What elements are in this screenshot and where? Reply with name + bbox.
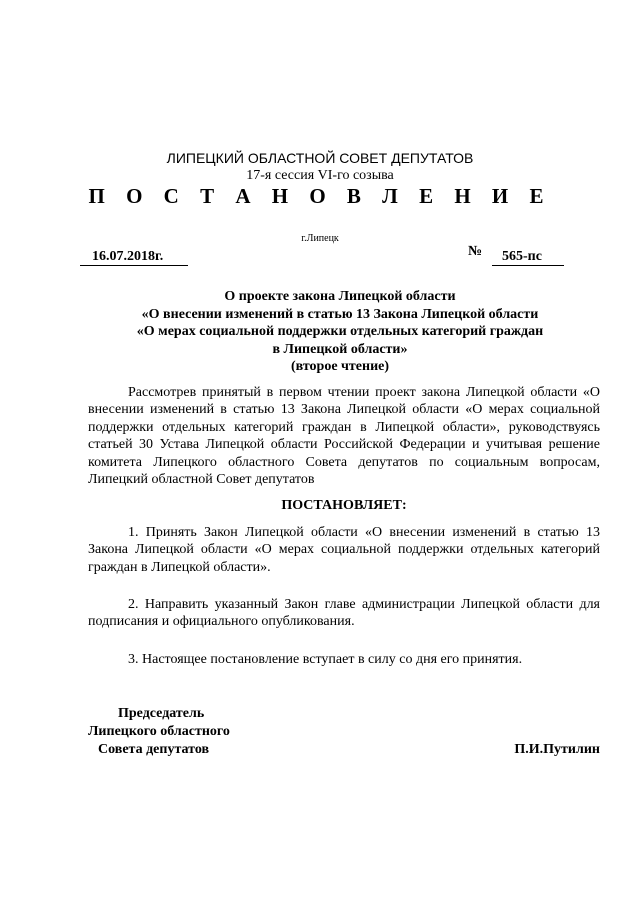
decree-item-3: 3. Настоящее постановление вступает в силу со дня его принятия. xyxy=(128,652,523,667)
document-type: П О С Т А Н О В Л Е Н И Е xyxy=(88,184,552,208)
signature-title-line-2: Липецкого областного xyxy=(88,724,230,739)
decree-heading: ПОСТАНОВЛЯЕТ: xyxy=(281,498,407,513)
title-line-1: О проекте закона Липецкой области xyxy=(224,289,456,304)
decree-item-2: 2. Направить указанный Закон главе администрации Липецкой области для подписания и официального опубликования. xyxy=(88,597,600,630)
number-sign: № xyxy=(468,244,483,259)
decree-item-1: 1. Принять Закон Липецкой области «О внесении изменений в статью 13 Закона Липецкой области «О мерах социальной поддержки отдельных категорий граждан в Липецкой области». xyxy=(88,525,600,575)
city-label: г.Липецк xyxy=(301,233,339,244)
signature-title-line-1: Председатель xyxy=(118,706,205,721)
title-line-4: в Липецкой области» xyxy=(272,341,408,357)
title-line-3: «О мерах социальной поддержки отдельных категорий граждан xyxy=(136,324,544,340)
signature-title-line-3: Совета депутатов xyxy=(98,742,210,757)
council-name: ЛИПЕЦКИЙ ОБЛАСТНОЙ СОВЕТ ДЕПУТАТОВ xyxy=(166,150,474,166)
title-line-2: «О внесении изменений в статью 13 Закона Липецкой области xyxy=(141,306,539,322)
document-date: 16.07.2018г. xyxy=(80,249,188,266)
session-line: 17-я сессия VI-го созыва xyxy=(246,168,394,183)
signer-name: П.И.Путилин xyxy=(514,742,600,757)
title-line-5: (второе чтение) xyxy=(290,359,390,375)
intro-paragraph: Рассмотрев принятый в первом чтении проект закона Липецкой области «О внесении изменений в статью 13 Закона Липецкой области «О мерах социальной поддержки отдельных категорий граждан в Липецкой области», руководствуясь статьей 30 Устава Липецкой области Российской Федерации и учитывая решение комитета Липецкого областного Совета депутатов по социальным вопросам, Липецкий областной Совет депутатов xyxy=(88,385,600,488)
document-number: 565-пс xyxy=(492,249,564,266)
document-title xyxy=(80,288,600,376)
